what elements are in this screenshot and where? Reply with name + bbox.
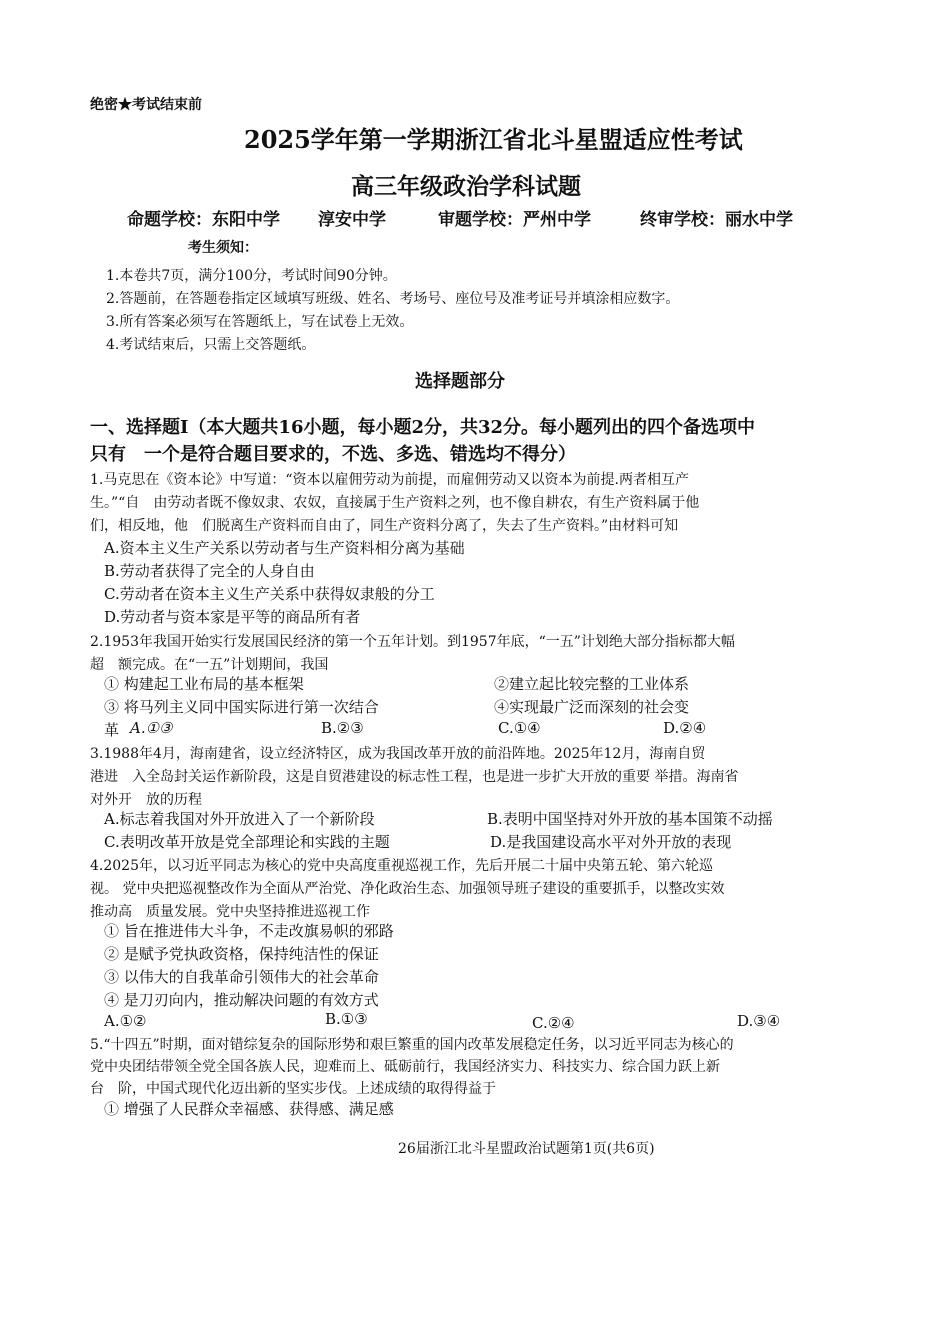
- question-5-text: 台 阶，中国式现代化迈出新的坚实步伐。上述成绩的取得得益于: [90, 1081, 496, 1097]
- question-5-text: 5.“十四五”时期，面对错综复杂的国际形势和艰巨繁重的国内改革发展稳定任务，以习近平同志为核心的: [90, 1037, 734, 1053]
- section-heading-line: 只有 一个是符合题目要求的，不选、多选、错选均不得分）: [90, 444, 576, 465]
- question-2-option-d: D.②④: [663, 719, 707, 737]
- school-shenti: 审题学校：严州中学: [438, 210, 591, 230]
- exam-subtitle: 高三年级政治学科试题: [351, 173, 581, 200]
- question-4-item: ② 是赋予党执政资格，保持纯洁性的保证: [104, 945, 379, 963]
- question-1-text: 1.马克思在《资本论》中写道：“资本以雇佣劳动为前提，而雇佣劳动又以资本为前提.两者相互产: [90, 472, 689, 488]
- question-2-option-a: A.①③: [130, 719, 173, 737]
- section-title: 选择题部分: [415, 371, 505, 392]
- question-3-text: 对外开 放的历程: [90, 792, 202, 808]
- question-4-text: 4.2025年，以习近平同志为核心的党中央高度重视巡视工作，先后开展二十届中央第五轮、第六轮巡: [90, 858, 713, 874]
- question-4-item: ① 旨在推进伟大斗争，不走改旗易帜的邪路: [104, 922, 394, 940]
- question-3-option-d: D.是我国建设高水平对外开放的表现: [490, 833, 732, 851]
- question-3-option-a: A.标志着我国对外开放进入了一个新阶段: [104, 810, 375, 828]
- school-mingti-2: 淳安中学: [318, 210, 386, 230]
- question-2-option-b: B.②③: [321, 719, 364, 737]
- question-4-text: 推动高 质量发展。党中央坚持推进巡视工作: [90, 904, 370, 920]
- notice-title: 考生须知：: [188, 240, 258, 256]
- question-3-option-b: B.表明中国坚持对外开放的基本国策不动摇: [487, 810, 773, 828]
- question-3-text: 港进 入全岛封关运作新阶段，这是自贸港建设的标志性工程，也是进一步扩大开放的重要 举措。海南省: [90, 769, 739, 785]
- question-1-text: 们，相反地，他 们脱离生产资料而自由了，同生产资料分离了，失去了生产资料。”由材料可知: [90, 518, 679, 534]
- question-4-option-a: A.①②: [104, 1012, 147, 1030]
- question-3-option-c: C.表明改革开放是党全部理论和实践的主题: [104, 833, 390, 851]
- secret-label: 绝密★考试结束前: [90, 97, 202, 113]
- question-2-item: ②建立起比较完整的工业体系: [494, 675, 690, 693]
- question-2-item: ① 构建起工业布局的基本框架: [104, 675, 304, 693]
- question-4-option-d: D.③④: [737, 1012, 781, 1030]
- question-4-option-b: B.①③: [325, 1010, 368, 1028]
- question-5-item: ① 增强了人民群众幸福感、获得感、满足感: [104, 1100, 394, 1118]
- question-2-option-c: C.①④: [498, 719, 541, 737]
- question-3-text: 3.1988年4月，海南建省，设立经济特区，成为我国改革开放的前沿阵地。2025年12月，海南自贸: [90, 746, 706, 762]
- notice-item: 1.本卷共7页，满分100分，考试时间90分钟。: [106, 268, 397, 284]
- question-4-item: ③ 以伟大的自我革命引领伟大的社会革命: [104, 968, 379, 986]
- question-2-item-continuation: 革: [104, 721, 120, 739]
- exam-title: 2025学年第一学期浙江省北斗星盟适应性考试: [244, 125, 743, 154]
- school-zhongshen: 终审学校：丽水中学: [640, 210, 793, 230]
- notice-item: 3.所有答案必须写在答题纸上，写在试卷上无效。: [106, 314, 414, 330]
- question-4-text: 视。 党中央把巡视整改作为全面从严治党、净化政治生态、加强领导班子建设的重要抓手，以整改实效: [90, 881, 725, 897]
- question-1-option-d: D.劳动者与资本家是平等的商品所有者: [104, 608, 361, 626]
- question-2-item: ④实现最广泛而深刻的社会变: [494, 698, 690, 716]
- page-footer: 26届浙江北斗星盟政治试题第1页(共6页): [398, 1141, 655, 1157]
- notice-item: 4.考试结束后，只需上交答题纸。: [106, 337, 316, 353]
- notice-item: 2.答题前，在答题卷指定区域填写班级、姓名、考场号、座位号及准考证号并填涂相应数字。: [106, 291, 680, 307]
- question-1-option-b: B.劳动者获得了完全的人身自由: [104, 562, 315, 580]
- school-mingti: 命题学校：东阳中学: [127, 210, 280, 230]
- question-5-text: 党中央团结带领全党全国各族人民，迎难而上、砥砺前行，我国经济实力、科技实力、综合国力跃上新: [90, 1059, 720, 1075]
- question-4-option-c: C.②④: [532, 1014, 575, 1032]
- question-1-option-a: A.资本主义生产关系以劳动者与生产资料相分离为基础: [104, 539, 465, 557]
- question-2-text: 2.1953年我国开始实行发展国民经济的第一个五年计划。到1957年底，“一五”计划绝大部分指标都大幅: [90, 634, 735, 650]
- question-4-item: ④ 是刀刃向内，推动解决问题的有效方式: [104, 991, 379, 1009]
- question-1-text: 生。”“自 由劳动者既不像奴隶、农奴，直接属于生产资料之列，也不像自耕农，有生产资料属于他: [90, 495, 700, 511]
- question-2-item: ③ 将马列主义同中国实际进行第一次结合: [104, 698, 379, 716]
- question-2-text: 超 额完成。在“一五”计划期间，我国: [90, 657, 329, 673]
- question-1-option-c: C.劳动者在资本主义生产关系中获得奴隶般的分工: [104, 585, 435, 603]
- section-heading-line: 一、选择题Ⅰ（本大题共16小题，每小题2分，共32分。每小题列出的四个备选项中: [90, 417, 756, 438]
